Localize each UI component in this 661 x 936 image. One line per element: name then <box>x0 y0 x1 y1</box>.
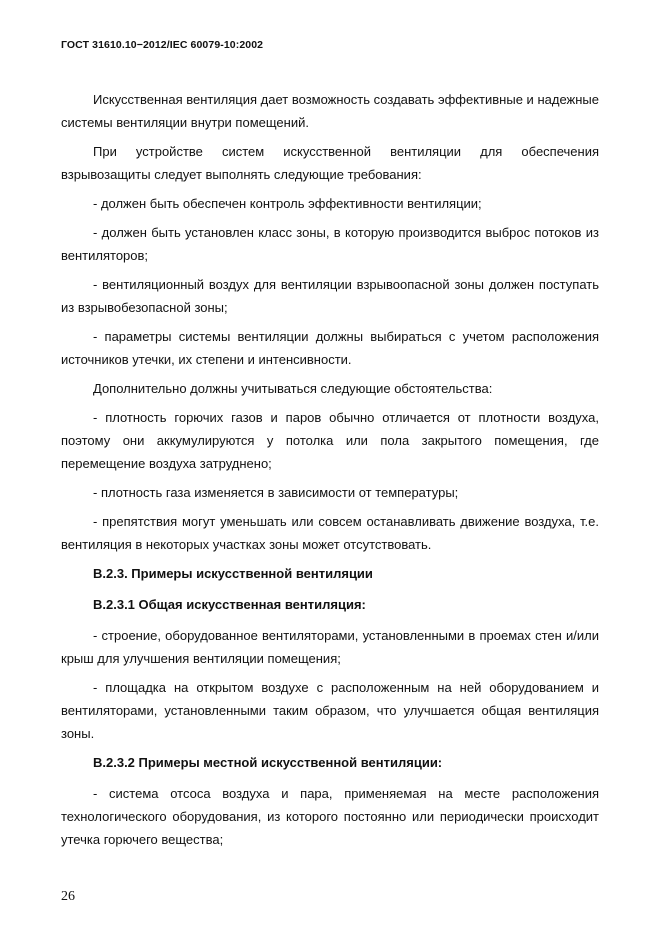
section-heading: B.2.3.1 Общая искусственная вентиляция: <box>93 597 366 612</box>
paragraph: - вентиляционный воздух для вентиляции взрывоопасной зоны должен поступать из взрывобезопасной зоны; <box>61 277 599 315</box>
paragraph: - препятствия могут уменьшать или совсем останавливать движение воздуха, т.е. вентиляция в некоторых участках зоны может отсутствовать. <box>61 514 599 552</box>
page-number: 26 <box>61 889 75 904</box>
paragraph: Искусственная вентиляция дает возможность создавать эффективные и надежные системы вентиляции внутри помещений. <box>61 92 599 130</box>
paragraph: - площадка на открытом воздухе с расположенным на ней оборудованием и вентиляторами, установленными таким образом, что улучшается общая вентиляция зоны. <box>61 680 599 741</box>
paragraph: - параметры системы вентиляции должны выбираться с учетом расположения источников утечки, их степени и интенсивности. <box>61 329 599 367</box>
paragraph: - система отсоса воздуха и пара, применяемая на месте расположения технологического оборудования, из которого постоянно или периодически происходит утечка горючего вещества; <box>61 786 599 847</box>
paragraph: - должен быть обеспечен контроль эффективности вентиляции; <box>93 196 482 211</box>
paragraph: Дополнительно должны учитываться следующие обстоятельства: <box>93 381 493 396</box>
paragraph: При устройстве систем искусственной вентиляции для обеспечения взрывозащиты следует выполнять следующие требования: <box>61 144 599 182</box>
paragraph: - должен быть установлен класс зоны, в которую производится выброс потоков из вентиляторов; <box>61 225 599 263</box>
paragraph: - плотность горючих газов и паров обычно отличается от плотности воздуха, поэтому они аккумулируются у потолка или пола закрытого помещения, где перемещение воздуха затруднено; <box>61 410 599 471</box>
paragraph: - плотность газа изменяется в зависимости от температуры; <box>93 485 459 500</box>
page-header-standard-code: ГОСТ 31610.10−2012/IEC 60079-10:2002 <box>61 39 264 51</box>
section-heading: B.2.3.2 Примеры местной искусственной вентиляции: <box>93 755 443 770</box>
document-body <box>61 88 599 857</box>
paragraph: - строение, оборудованное вентиляторами, установленными в проемах стен и/или крыш для улучшения вентиляции помещения; <box>61 628 599 666</box>
section-heading: B.2.3. Примеры искусственной вентиляции <box>93 566 373 581</box>
